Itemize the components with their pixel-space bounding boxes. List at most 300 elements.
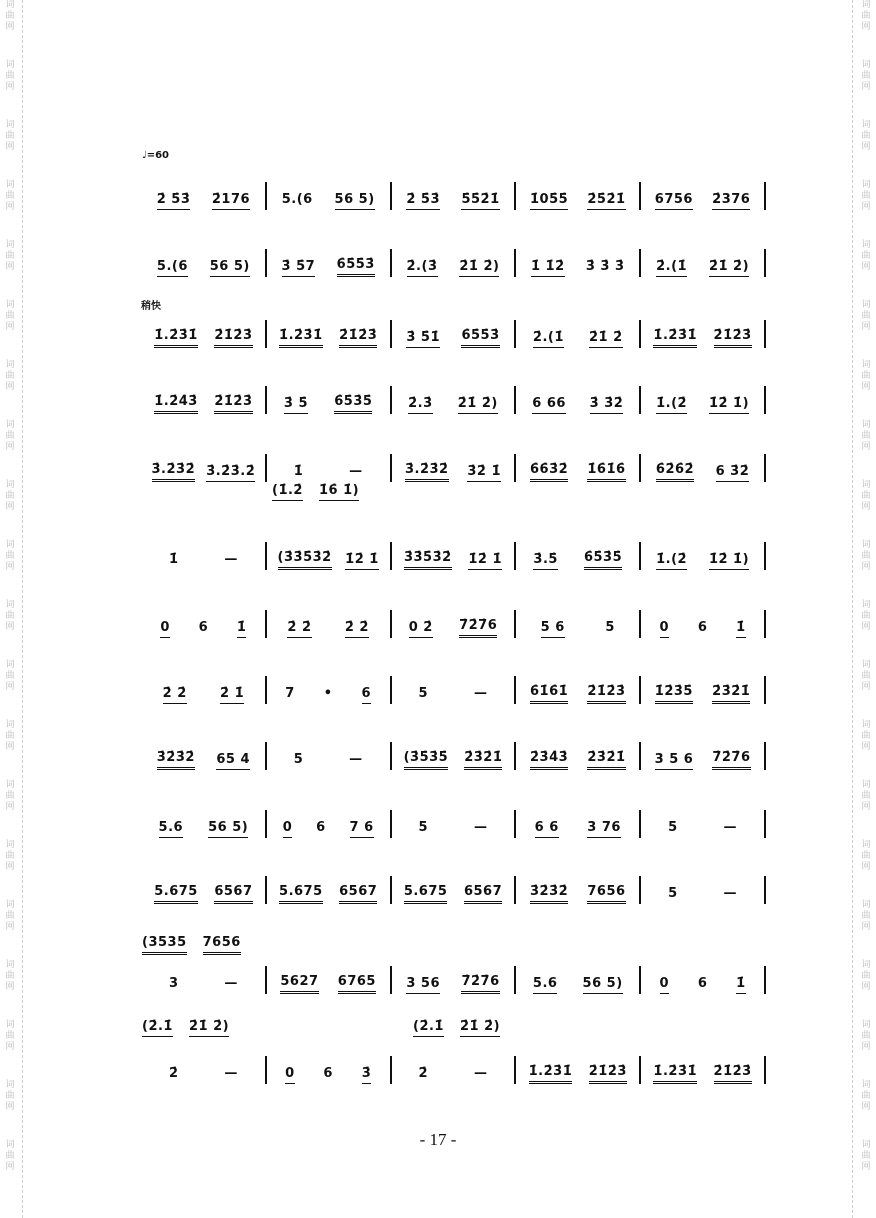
watermark-glyph: 词 — [861, 960, 871, 970]
accompaniment-line — [142, 1019, 229, 1037]
watermark-block — [861, 0, 870, 33]
measure — [516, 820, 639, 838]
measure — [267, 394, 390, 414]
measure — [267, 686, 390, 704]
measure — [142, 750, 265, 770]
measure — [641, 750, 764, 770]
watermark-glyph: 曲 — [5, 1151, 15, 1161]
note-group: 2̇176 — [212, 192, 250, 210]
note-group: 3̇ 5̇1̇ — [406, 330, 440, 348]
watermark-glyph: 词 — [5, 180, 15, 190]
watermark-glyph: 词 — [861, 1140, 871, 1150]
watermark-glyph: 曲 — [5, 1091, 15, 1101]
note-group: 0 2̇ — [409, 620, 433, 638]
watermark-glyph: 词 — [861, 1020, 871, 1030]
note-group: 2̇3̇2̇1̇ — [712, 684, 750, 704]
watermark-block — [5, 1080, 14, 1113]
measure — [267, 974, 390, 994]
watermark-block — [5, 840, 14, 873]
score-row — [142, 740, 766, 770]
measure — [516, 259, 639, 277]
watermark-glyph: 曲 — [5, 491, 15, 501]
tempo-marking: ♩=60 — [142, 150, 170, 161]
note-group: 2̇ 2̇ — [163, 686, 187, 704]
note-group: 1̇.2̇4̇3̇ — [154, 394, 198, 414]
note-group: 6̇6̇3̇2̇ — [530, 462, 568, 482]
measure — [267, 550, 390, 570]
watermark-glyph: 词 — [5, 300, 15, 310]
watermark-glyph: 网 — [861, 622, 871, 632]
watermark-glyph: 曲 — [5, 671, 15, 681]
score-row — [142, 964, 766, 994]
note-group: 1̇2̇ 1̇ — [468, 552, 502, 570]
note-group: 6̇5̇5̇3̇ — [461, 328, 499, 348]
watermark-block — [5, 240, 14, 273]
note-group: 2̇.(1̇ — [656, 259, 687, 277]
bar-line — [764, 966, 766, 994]
watermark-glyph: 词 — [861, 180, 871, 190]
measure — [392, 192, 515, 210]
page-number: - 17 - — [419, 1130, 457, 1149]
measure — [267, 464, 390, 482]
note-group: — — [224, 552, 238, 567]
watermark-glyph: 网 — [861, 562, 871, 572]
watermark-glyph: 曲 — [5, 431, 15, 441]
note-group: 2̇1̇2̇3̇ — [714, 328, 752, 348]
watermark-glyph: 曲 — [5, 551, 15, 561]
bar-line — [764, 742, 766, 770]
note-group: 5.675 — [404, 884, 448, 904]
watermark-block — [861, 840, 870, 873]
note-group: 2̇3̇4̇3̇ — [530, 750, 568, 770]
note-group: 1̇6̇ 1̇) — [319, 483, 359, 501]
watermark-glyph: 曲 — [5, 791, 15, 801]
bar-line — [764, 676, 766, 704]
watermark-glyph: 词 — [5, 120, 15, 130]
note-group: (1̇.2̇ — [272, 483, 303, 501]
note-group: 2̇ 5̇3̇ — [406, 192, 440, 210]
measure — [142, 1066, 265, 1084]
watermark-glyph: 词 — [861, 840, 871, 850]
note-group: 3̇3̇5̇3̇2̇ — [404, 550, 452, 570]
watermark-glyph: 词 — [5, 420, 15, 430]
bar-line — [764, 810, 766, 838]
note-group: 5.(6 — [157, 259, 188, 277]
watermark-glyph: 曲 — [861, 431, 871, 441]
measure — [516, 550, 639, 570]
watermark-block — [861, 900, 870, 933]
watermark-block — [5, 180, 14, 213]
measure — [392, 820, 515, 838]
left-margin-dash — [22, 0, 23, 1218]
note-group: — — [349, 464, 363, 479]
watermark-glyph: 曲 — [5, 71, 15, 81]
measure — [267, 192, 390, 210]
left-watermark-strip — [2, 0, 18, 1218]
watermark-glyph: 网 — [861, 1102, 871, 1112]
watermark-glyph: 曲 — [861, 611, 871, 621]
measure — [516, 192, 639, 210]
note-group: 6567 — [214, 884, 252, 904]
watermark-glyph: 曲 — [5, 611, 15, 621]
note-group: 2̇1̇2̇3̇ — [589, 1064, 627, 1084]
watermark-block — [861, 660, 870, 693]
note-group: 7̇2̇7̇6 — [459, 618, 497, 638]
watermark-glyph: 词 — [5, 0, 15, 10]
measure — [641, 462, 764, 482]
note-group: — — [224, 1066, 238, 1081]
measure — [392, 462, 515, 482]
note-group: 0 — [285, 1066, 295, 1084]
note-group: 3̇2̇3̇2̇ — [157, 750, 195, 770]
measure — [516, 884, 639, 904]
note-group: 5.6 — [159, 820, 184, 838]
watermark-glyph: 曲 — [861, 311, 871, 321]
watermark-glyph: 词 — [861, 780, 871, 790]
watermark-block — [861, 120, 870, 153]
watermark-glyph: 曲 — [5, 1031, 15, 1041]
measure — [516, 330, 639, 348]
watermark-block — [861, 360, 870, 393]
watermark-glyph: 曲 — [5, 851, 15, 861]
watermark-block — [5, 300, 14, 333]
bar-line — [764, 249, 766, 277]
note-group: 2̇ — [168, 1066, 179, 1081]
note-group: 2̇1̇ 2̇) — [459, 259, 499, 277]
measure — [392, 396, 515, 414]
measure — [516, 396, 639, 414]
note-group: 1̇05̇5̇ — [530, 192, 568, 210]
note-group: 0 — [660, 976, 670, 994]
watermark-glyph: 网 — [861, 382, 871, 392]
accompaniment-line — [272, 483, 359, 501]
watermark-glyph: 网 — [861, 682, 871, 692]
note-group: 6 — [697, 620, 708, 635]
note-group: 1̇ — [736, 620, 746, 638]
measure — [142, 394, 265, 414]
watermark-glyph: 网 — [861, 262, 871, 272]
watermark-block — [861, 60, 870, 93]
note-group: 2̇1̇ 2̇) — [458, 396, 498, 414]
watermark-glyph: 网 — [861, 802, 871, 812]
watermark-glyph: 词 — [861, 300, 871, 310]
section-mark: 稍快 — [141, 301, 161, 312]
watermark-glyph: 曲 — [861, 1031, 871, 1041]
watermark-glyph: 曲 — [861, 11, 871, 21]
note-group: 7656 — [587, 884, 625, 904]
watermark-block — [861, 300, 870, 333]
note-group: 3̇.2̇3̇2̇ — [405, 462, 449, 482]
watermark-block — [861, 960, 870, 993]
watermark-glyph: 网 — [5, 262, 15, 272]
note-group: 2̇ 1̇ — [220, 686, 244, 704]
note-group: 2̇.(3̇ — [407, 259, 438, 277]
measure — [516, 462, 639, 482]
watermark-glyph: 曲 — [5, 971, 15, 981]
watermark-glyph: 曲 — [861, 1091, 871, 1101]
note-group: 7 — [285, 686, 295, 701]
note-group: 6 66 — [532, 396, 566, 414]
watermark-glyph: 网 — [861, 82, 871, 92]
watermark-glyph: 网 — [5, 142, 15, 152]
note-group: 6 — [697, 976, 708, 991]
watermark-glyph: 词 — [861, 360, 871, 370]
note-group: 6 3̇2̇ — [716, 464, 750, 482]
note-group: 6 — [323, 1066, 333, 1081]
note-group: 1̇.2̇3̇1̇ — [529, 1064, 573, 1084]
watermark-glyph: 曲 — [861, 971, 871, 981]
note-group: 2̇1̇2̇3̇ — [714, 1064, 752, 1084]
bar-line — [764, 386, 766, 414]
note-group: 3 76 — [587, 820, 621, 838]
note-group: 5.675 — [279, 884, 323, 904]
note-group: 5 — [418, 686, 429, 701]
note-group: — — [349, 752, 363, 767]
watermark-block — [861, 1080, 870, 1113]
measure — [641, 684, 764, 704]
measure — [392, 686, 515, 704]
measure — [392, 974, 515, 994]
note-group: 2̇.(1̇ — [533, 330, 564, 348]
score-row — [142, 808, 766, 838]
note-group: 5 — [418, 820, 429, 835]
note-group: (2̇.1̇ — [413, 1019, 444, 1037]
watermark-glyph: 网 — [861, 1042, 871, 1052]
score-row — [142, 874, 766, 904]
watermark-glyph: 曲 — [861, 791, 871, 801]
watermark-glyph: 曲 — [861, 191, 871, 201]
watermark-glyph: 网 — [5, 442, 15, 452]
watermark-glyph: 网 — [861, 442, 871, 452]
watermark-glyph: 网 — [5, 322, 15, 332]
watermark-glyph: 词 — [861, 240, 871, 250]
note-group: 1̇ — [293, 464, 304, 479]
watermark-glyph: 曲 — [5, 731, 15, 741]
note-group: 1̇ — [168, 552, 179, 567]
note-group: 3̇2̇ 1̇ — [467, 464, 501, 482]
watermark-glyph: 网 — [5, 22, 15, 32]
note-group: 2̇1̇ 2̇ — [589, 330, 623, 348]
note-group: 7 6 — [350, 820, 374, 838]
measure — [142, 686, 265, 704]
note-group: 6 — [198, 620, 209, 635]
watermark-glyph: 网 — [5, 622, 15, 632]
score-row — [142, 608, 766, 638]
measure — [267, 752, 390, 770]
watermark-glyph: 网 — [861, 1162, 871, 1172]
watermark-glyph: 词 — [861, 660, 871, 670]
score-row — [142, 180, 766, 210]
note-group: 7̇2̇7̇6 — [712, 750, 750, 770]
watermark-glyph: 网 — [861, 742, 871, 752]
measure — [516, 684, 639, 704]
watermark-block — [861, 540, 870, 573]
watermark-glyph: 网 — [861, 322, 871, 332]
note-group: 56 5) — [583, 976, 623, 994]
watermark-block — [5, 420, 14, 453]
note-group: 6 6 — [535, 820, 559, 838]
measure — [267, 1066, 390, 1084]
watermark-glyph: 词 — [861, 120, 871, 130]
note-group: 6 — [316, 820, 326, 835]
note-group: 7656 — [203, 935, 241, 955]
note-group: 3̇.5̇ — [533, 552, 558, 570]
measure — [392, 328, 515, 348]
watermark-glyph: 曲 — [861, 371, 871, 381]
watermark-glyph: 词 — [5, 840, 15, 850]
bar-line — [764, 320, 766, 348]
note-group: 1̇2̇3̇5̇ — [655, 684, 693, 704]
measure — [641, 328, 764, 348]
note-group: 6765 — [338, 974, 376, 994]
note-group: — — [723, 886, 738, 901]
note-group: 1̇.2̇3̇1̇ — [653, 1064, 697, 1084]
watermark-glyph: 网 — [861, 922, 871, 932]
note-group: 1̇.(2̇ — [656, 552, 687, 570]
watermark-glyph: 网 — [861, 22, 871, 32]
note-group: 6̇1̇6̇1̇ — [530, 684, 568, 704]
measure — [142, 820, 265, 838]
note-group: 3̇2̇3̇2̇ — [530, 884, 568, 904]
watermark-glyph: 词 — [5, 780, 15, 790]
note-group: 6756 — [655, 192, 693, 210]
watermark-glyph: 曲 — [5, 311, 15, 321]
score-row — [142, 384, 766, 414]
watermark-block — [5, 780, 14, 813]
watermark-glyph: 网 — [5, 1042, 15, 1052]
measure — [392, 618, 515, 638]
measure — [641, 620, 764, 638]
note-group: 5 — [668, 886, 678, 901]
note-group: 1̇.2̇3̇1̇ — [279, 328, 323, 348]
note-group: — — [224, 976, 238, 991]
note-group: 0 — [660, 620, 670, 638]
note-group: 2̇3̇2̇1̇ — [587, 750, 625, 770]
watermark-glyph: 曲 — [861, 911, 871, 921]
watermark-glyph: 词 — [861, 600, 871, 610]
watermark-glyph: 网 — [5, 922, 15, 932]
bar-line — [764, 542, 766, 570]
watermark-glyph: 词 — [861, 420, 871, 430]
watermark-glyph: 词 — [861, 60, 871, 70]
measure — [641, 820, 764, 838]
watermark-block — [5, 120, 14, 153]
note-group: (3̇5̇3̇5̇ — [404, 750, 449, 770]
watermark-glyph: 网 — [861, 502, 871, 512]
watermark-glyph: 网 — [5, 1162, 15, 1172]
note-group: 2̇ 2̇ — [287, 620, 311, 638]
note-group: 1̇2̇ 1̇ — [345, 552, 379, 570]
watermark-block — [861, 720, 870, 753]
note-group: 1̇.2̇3̇1̇ — [653, 328, 697, 348]
measure — [392, 259, 515, 277]
note-group: 3̇.2̇3̇2̇ — [152, 462, 196, 482]
watermark-block — [861, 780, 870, 813]
score-row — [142, 540, 766, 570]
note-group: 2̇ 5̇3̇ — [157, 192, 191, 210]
watermark-glyph: 网 — [5, 862, 15, 872]
note-group: 2̇1̇2̇3̇ — [339, 328, 377, 348]
watermark-glyph: 曲 — [5, 131, 15, 141]
watermark-block — [5, 0, 14, 33]
watermark-glyph: 曲 — [5, 251, 15, 261]
note-group: 3̇ 5̇ — [284, 396, 308, 414]
accompaniment-line — [413, 1019, 500, 1037]
note-group: 6 — [362, 686, 372, 704]
watermark-glyph: 词 — [861, 900, 871, 910]
note-group: 1̇6̇1̇6̇ — [587, 462, 625, 482]
watermark-glyph: 网 — [861, 142, 871, 152]
measure — [142, 462, 265, 482]
right-watermark-strip — [858, 0, 874, 1218]
watermark-glyph: 词 — [5, 60, 15, 70]
measure — [267, 884, 390, 904]
watermark-block — [5, 360, 14, 393]
watermark-block — [5, 480, 14, 513]
watermark-block — [5, 900, 14, 933]
measure — [641, 396, 764, 414]
watermark-glyph: 网 — [861, 202, 871, 212]
measure — [142, 552, 265, 570]
watermark-block — [861, 1020, 870, 1053]
measure — [142, 620, 265, 638]
measure — [516, 750, 639, 770]
watermark-glyph: 曲 — [861, 671, 871, 681]
measure — [267, 257, 390, 277]
note-group: 56 5) — [208, 820, 248, 838]
watermark-glyph: 词 — [861, 1080, 871, 1090]
note-group: 3̇ — [362, 1066, 372, 1084]
note-group: 65 4 — [216, 752, 250, 770]
measure — [267, 820, 390, 838]
bar-line — [764, 610, 766, 638]
note-group: 1̇ — [237, 620, 247, 638]
note-group: 1̇2̇ 1̇) — [709, 552, 749, 570]
measure — [641, 976, 764, 994]
note-group: 6̇5̇3̇5̇ — [334, 394, 372, 414]
watermark-glyph: 曲 — [861, 131, 871, 141]
watermark-block — [5, 600, 14, 633]
watermark-glyph: 曲 — [861, 551, 871, 561]
note-group: 3̇ 3̇2̇ — [590, 396, 624, 414]
note-group: 2̇1̇2̇3̇ — [587, 684, 625, 704]
watermark-glyph: 曲 — [861, 731, 871, 741]
watermark-glyph: 曲 — [861, 851, 871, 861]
bar-line — [764, 182, 766, 210]
watermark-glyph: 网 — [5, 802, 15, 812]
note-group: 3̇ 5̇7 — [282, 259, 316, 277]
note-group: 6567 — [339, 884, 377, 904]
note-group: 5627 — [280, 974, 318, 994]
note-group: — — [723, 820, 738, 835]
note-group: 5.6 — [533, 976, 558, 994]
bar-line — [764, 1056, 766, 1084]
measure — [392, 550, 515, 570]
note-group: 6̇2̇6̇2̇ — [656, 462, 694, 482]
note-group: 56 5) — [335, 192, 375, 210]
watermark-glyph: 网 — [5, 202, 15, 212]
watermark-block — [5, 1020, 14, 1053]
note-group: (3535 — [142, 935, 187, 955]
score-row — [142, 452, 766, 482]
note-group: 5̇5̇2̇1̇ — [461, 192, 499, 210]
watermark-glyph: 词 — [5, 1020, 15, 1030]
note-group: 5.(6 — [281, 192, 313, 207]
note-group: 3 — [168, 976, 179, 991]
watermark-block — [861, 180, 870, 213]
note-group: 2̇ 2̇ — [345, 620, 369, 638]
note-group: 0 — [283, 820, 293, 838]
